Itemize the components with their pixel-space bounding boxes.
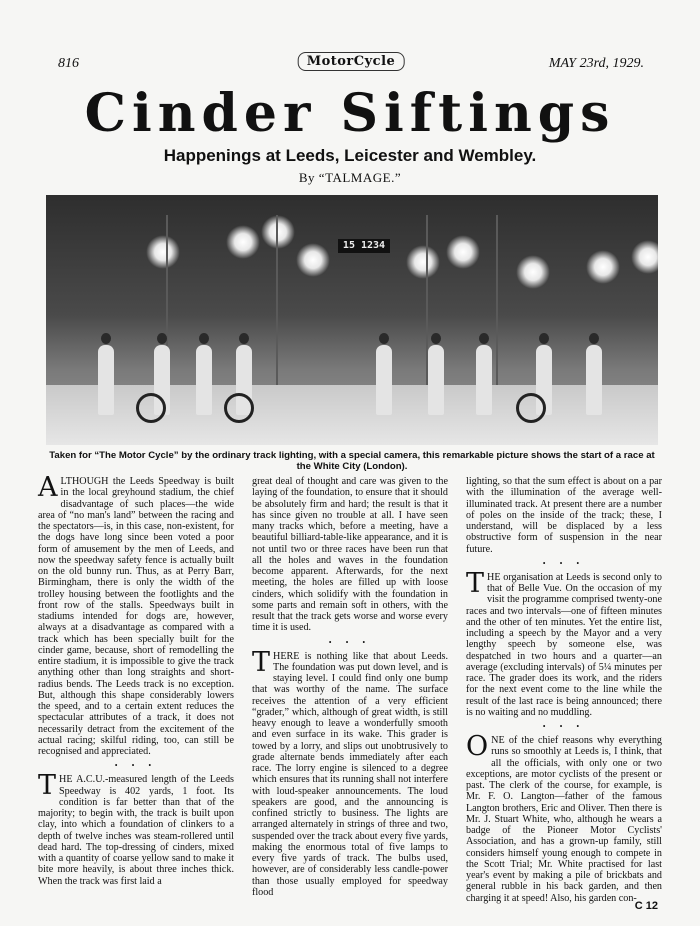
flood-light <box>631 240 658 274</box>
motorcycle-wheel <box>224 393 254 423</box>
race-start-photo <box>46 195 658 445</box>
flood-light <box>586 250 620 284</box>
paragraph-text: HE A.C.U.-measured length of the Leeds Speedway is 402 yards, 1 foot. Its condition is far better than that of the majority; to begin with, the track is built upon clay, into which a foundation of clinkers to a depth of twelve inches was steam-rollered until dead hard. The top-dressing of cinders, mixed with a quantity of coarse yellow sand to make it bite more heavily, is about three inches thick. When the track was first laid a <box>38 774 234 887</box>
section-separator: • • • <box>328 637 372 647</box>
paragraph <box>38 472 234 757</box>
paragraph <box>466 567 662 718</box>
running-head <box>58 52 644 74</box>
drop-cap: T <box>38 770 57 802</box>
drop-cap: O <box>466 731 489 762</box>
article-body <box>38 472 666 916</box>
light-pole <box>276 215 278 385</box>
paragraph-text: LTHOUGH the Leeds Speedway is built in the local greyhound stadium, the chief disadvantage of such places—the wide area of “no man's land” between the racing and the spectators—is, in this case, non-existent, for the dogs have long since been voted a poor form of amusement by the men of Leeds, and now the speedway safety fence is actually built on the old bunny run. Thus, as at Perry Barr, Birmingham, there is only the width of the trolley housing between the footlights and the front row of the stalls. Speedways built in stadiums intended for dogs are, however, always at a disadvantage as compared with a track which has been specially built for the cinder game, because, short of remodelling the entire stadium, it is impossible to give the track anything other than long straights and short-radius bends. The Leeds track is no exception. But, although this shape considerably lowers the speed, and to a certain extent reduces the spectacular attributes of a track, it does not necessarily detract from the excitement of the actual racing; skilful riding, too, can still be recognised and appreciated. <box>38 476 234 757</box>
flood-light <box>516 255 550 289</box>
section-separator: • • • <box>542 558 586 568</box>
rider-figure <box>586 345 602 415</box>
paragraph-text: HE organisation at Leeds is second only to that of Belle Vue. On the occasion of my visit the programme comprised twenty-one races and two intervals—one of fifteen minutes and the other of ten minutes. Yet the entire list, including a speech by the Mayor and a very lengthy speech by someone else, was despatched in two hours and a quarter—an average (excluding intervals) of 5¼ minutes per race. The grader does its work, and the riders for the next event come to the line while the result of the last race is being announced; there is no waiting and no muddling. <box>466 571 662 718</box>
official-figure <box>376 345 392 415</box>
rider-figure <box>98 345 114 415</box>
paragraph-text: NE of the chief reasons why everything runs so smoothly at Leeds is, I think, that all the officials, with only one or two exceptions, are motor cyclists of the present or past. The clerk of the course, for example, is Mr. F. O. Langton—father of the famous Langton brothers, Eric and Oliver. Then there is Mr. J. Stuart White, who, although he wears a badge of the Pioneer Motor Cyclists' Association, and has a grown-up family, still considers himself young enough to compete in the Scott Trial; Mr. White practised for last year's event by making a pile of brickbats and general rubble in his back garden, and then charging it at speed! Also, his garden con- <box>466 735 662 904</box>
flood-light <box>146 235 180 269</box>
article-subheadline: Happenings at Leeds, Leicester and Wembley. <box>163 146 537 165</box>
paragraph <box>252 646 448 899</box>
motorcycle-wheel <box>516 393 546 423</box>
paragraph-text: great deal of thought and care was given to the laying of the foundation, to ensure that it should be absolutely firm and hard; the result is that it has since given no trouble at all. I have seen many tracks which, before a meeting, have a beautiful billiard-table-like appearance, and it is not until two or three races have been run that all the holes and waves in the foundation become apparent. Afterwards, for the next meeting, the holes are filled up with loose cinders, which solidify with the foundation in some parts and remain soft in others, with the result that the track gets worse and worse every time it is used. <box>252 476 448 634</box>
section-separator: • • • <box>542 722 586 731</box>
page-number: 816 <box>58 56 79 71</box>
rider-figure <box>196 345 212 415</box>
paragraph <box>252 476 448 634</box>
official-figure <box>476 345 492 415</box>
drop-cap: A <box>38 472 58 503</box>
column-3 <box>466 476 662 904</box>
flood-light <box>226 225 260 259</box>
page-signature: C 12 <box>634 900 658 912</box>
official-figure <box>428 345 444 415</box>
light-pole <box>496 215 498 385</box>
article-headline: Cinder Siftings <box>84 83 616 144</box>
drop-cap: T <box>466 567 485 599</box>
section-separator: • • • <box>114 761 158 771</box>
issue-date: MAY 23rd, 1929. <box>548 56 644 71</box>
paragraph <box>466 476 662 555</box>
paragraph <box>38 770 234 887</box>
flood-light <box>406 245 440 279</box>
paragraph <box>466 731 662 904</box>
motorcycle-wheel <box>136 393 166 423</box>
scoreboard: 15 1234 <box>338 239 390 253</box>
photo-caption: Taken for “The Motor Cycle” by the ordinary track lighting, with a special camera, this remarkable picture shows the start of a race at the White City (London). <box>49 450 655 472</box>
masthead-logo: MotorCycle <box>298 52 405 71</box>
article-byline: By “TALMAGE.” <box>298 170 402 185</box>
column-1 <box>38 472 234 887</box>
flood-light <box>261 215 295 249</box>
paragraph-text: HERE is nothing like that about Leeds. The foundation was put down level, and is staying level. I could find only one bump that was worthy of the name. The surface receives the attention of a very efficient “grader,” which, although of great width, is still heavy enough to leave a wonderfully smooth and even surface in its wake. This grader is towed by a lorry, and slips out unobtrusively to grade alternate bends immediately after each race. The lorry engine is silenced to a degree which ensures that its running shall not interfere with loud-speaker announcements. The loud speakers are good, and the announcing is confined strictly to business. The lights are arranged alternately in strings of three and two, suspended over the track about every five yards, making the enormous total of five lamps to every five yards of track. The bulbs used, however, are of considerably less candle-power than those usually employed for speedway flood <box>252 650 448 898</box>
flood-light <box>296 243 330 277</box>
drop-cap: T <box>252 646 271 678</box>
paragraph-text: lighting, so that the sum effect is about on a par with the illumination of the average well-illuminated track. At present there are a number of poles on the inside of the track; these, I understand, will be displaced by a less obstructive form of suspension in the near future. <box>466 476 662 555</box>
flood-light <box>446 235 480 269</box>
column-2 <box>252 476 448 898</box>
